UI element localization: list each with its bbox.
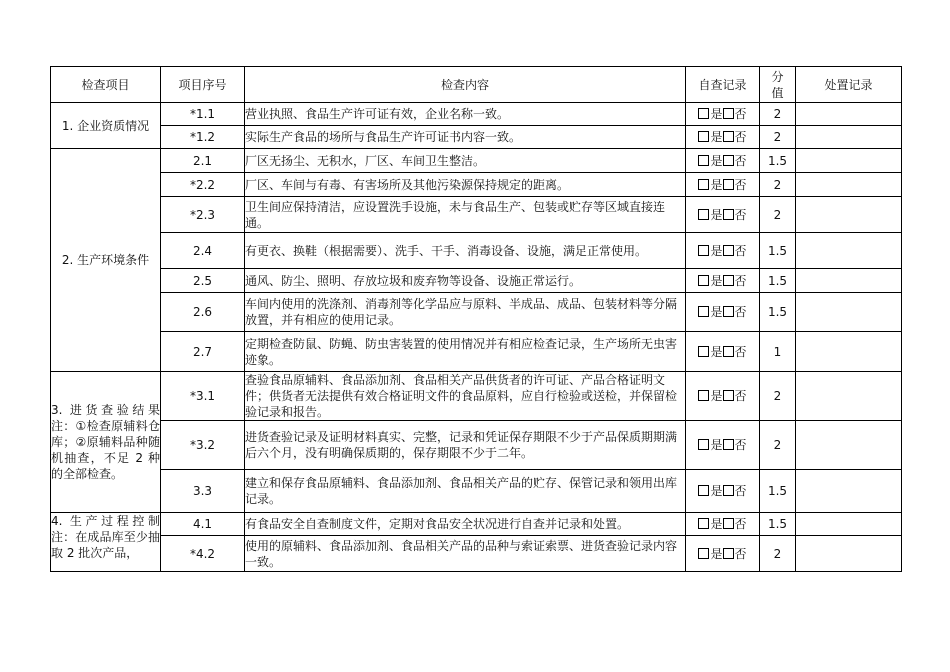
- score-cell: 1.5: [760, 293, 796, 332]
- yes-checkbox[interactable]: [698, 518, 709, 529]
- score-cell: 2: [760, 103, 796, 126]
- no-checkbox[interactable]: [723, 518, 734, 529]
- item-content: 查验食品原辅料、食品添加剂、食品相关产品供货者的许可证、产品合格证明文件；供货者无法提供有效合格证明文件的食品原料，应自行检验或送检，并保留检验记录和报告。: [245, 372, 686, 421]
- header-no: 项目序号: [161, 67, 245, 103]
- yes-checkbox[interactable]: [698, 179, 709, 190]
- no-checkbox[interactable]: [723, 131, 734, 142]
- header-item: 检查项目: [51, 67, 161, 103]
- disposal-record-cell[interactable]: [796, 269, 902, 293]
- yes-label: 是: [710, 207, 723, 222]
- self-check-cell: [686, 269, 760, 293]
- score-cell: 2: [760, 421, 796, 470]
- item-content: 有食品安全自查制度文件，定期对食品安全状况进行自查并记录和处置。: [245, 513, 686, 536]
- item-number: 2.6: [161, 293, 245, 332]
- yes-checkbox[interactable]: [698, 548, 709, 559]
- yes-label: 是: [710, 344, 723, 359]
- item-number: *2.3: [161, 197, 245, 233]
- category-cell: 1. 企业资质情况: [51, 103, 161, 149]
- yes-label: 是: [710, 273, 723, 288]
- item-content: 厂区无扬尘、无积水，厂区、车间卫生整洁。: [245, 149, 686, 173]
- item-content: 进货查验记录及证明材料真实、完整，记录和凭证保存期限不少于产品保质期期满后六个月，没有明确保质期的，保存期限不少于二年。: [245, 421, 686, 470]
- table-body: [51, 103, 902, 572]
- no-checkbox[interactable]: [723, 390, 734, 401]
- yes-checkbox[interactable]: [698, 306, 709, 317]
- table-row: [51, 126, 902, 149]
- disposal-record-cell[interactable]: [796, 513, 902, 536]
- disposal-record-cell[interactable]: [796, 103, 902, 126]
- yes-label: 是: [710, 438, 723, 452]
- item-number: *3.1: [161, 372, 245, 421]
- table-row: [51, 233, 902, 269]
- score-cell: 2: [760, 372, 796, 421]
- self-check-cell: [686, 103, 760, 126]
- self-check-cell: [686, 536, 760, 572]
- score-cell: 2: [760, 126, 796, 149]
- item-number: 2.5: [161, 269, 245, 293]
- header-self-check: 自查记录: [686, 67, 760, 103]
- header-score: 分值: [760, 67, 796, 103]
- yes-checkbox[interactable]: [698, 108, 709, 119]
- no-label: 否: [734, 153, 747, 168]
- yes-checkbox[interactable]: [698, 245, 709, 256]
- no-checkbox[interactable]: [723, 548, 734, 559]
- disposal-record-cell[interactable]: [796, 173, 902, 197]
- self-check-cell: [686, 126, 760, 149]
- yes-checkbox[interactable]: [698, 275, 709, 286]
- disposal-record-cell[interactable]: [796, 536, 902, 572]
- no-label: 否: [734, 130, 747, 144]
- no-label: 否: [734, 517, 747, 531]
- disposal-record-cell[interactable]: [796, 149, 902, 173]
- self-check-cell: [686, 173, 760, 197]
- table-row: [51, 293, 902, 332]
- no-label: 否: [734, 177, 747, 192]
- yes-label: 是: [710, 517, 723, 531]
- score-cell: 1: [760, 332, 796, 372]
- score-cell: 1.5: [760, 233, 796, 269]
- item-content: 有更衣、换鞋（根据需要）、洗手、干手、消毒设备、设施，满足正常使用。: [245, 233, 686, 269]
- no-label: 否: [734, 389, 747, 403]
- score-cell: 1.5: [760, 513, 796, 536]
- yes-label: 是: [710, 546, 723, 561]
- score-cell: 2: [760, 197, 796, 233]
- yes-checkbox[interactable]: [698, 439, 709, 450]
- no-checkbox[interactable]: [723, 245, 734, 256]
- self-check-cell: [686, 332, 760, 372]
- no-checkbox[interactable]: [723, 209, 734, 220]
- item-number: *4.2: [161, 536, 245, 572]
- disposal-record-cell[interactable]: [796, 332, 902, 372]
- no-checkbox[interactable]: [723, 108, 734, 119]
- self-check-cell: [686, 233, 760, 269]
- item-content: 营业执照、食品生产许可证有效，企业名称一致。: [245, 103, 686, 126]
- yes-label: 是: [710, 305, 723, 319]
- inspection-table: [50, 66, 902, 572]
- table-row: [51, 197, 902, 233]
- table-row: [51, 103, 902, 126]
- no-label: 否: [734, 546, 747, 561]
- score-cell: 1.5: [760, 269, 796, 293]
- table-row: [51, 536, 902, 572]
- no-label: 否: [734, 243, 747, 258]
- self-check-cell: [686, 513, 760, 536]
- table-row: [51, 269, 902, 293]
- score-cell: 2: [760, 173, 796, 197]
- yes-checkbox[interactable]: [698, 346, 709, 357]
- score-cell: 1.5: [760, 149, 796, 173]
- category-cell: 3. 进货查验结果 注：①检查原辅料仓库；②原辅料品种随机抽查，不足 2 种的全部检查。: [51, 372, 161, 513]
- table-row: [51, 149, 902, 173]
- yes-label: 是: [710, 177, 723, 192]
- disposal-record-cell[interactable]: [796, 293, 902, 332]
- score-cell: 2: [760, 536, 796, 572]
- item-content: 卫生间应保持清洁，应设置洗手设施，未与食品生产、包装或贮存等区域直接连通。: [245, 197, 686, 233]
- disposal-record-cell[interactable]: [796, 233, 902, 269]
- no-checkbox[interactable]: [723, 179, 734, 190]
- item-number: *2.2: [161, 173, 245, 197]
- no-checkbox[interactable]: [723, 306, 734, 317]
- disposal-record-cell[interactable]: [796, 421, 902, 470]
- disposal-record-cell[interactable]: [796, 126, 902, 149]
- yes-checkbox[interactable]: [698, 209, 709, 220]
- yes-label: 是: [710, 130, 723, 144]
- no-label: 否: [734, 273, 747, 288]
- self-check-cell: [686, 293, 760, 332]
- item-content: 建立和保存食品原辅料、食品添加剂、食品相关产品的贮存、保管记录和领用出库记录。: [245, 470, 686, 513]
- item-number: 2.7: [161, 332, 245, 372]
- item-number: 2.4: [161, 233, 245, 269]
- table-row: [51, 513, 902, 536]
- no-checkbox[interactable]: [723, 346, 734, 357]
- self-check-cell: [686, 197, 760, 233]
- no-checkbox[interactable]: [723, 275, 734, 286]
- no-checkbox[interactable]: [723, 485, 734, 496]
- header-content: 检查内容: [245, 67, 686, 103]
- no-label: 否: [734, 484, 747, 498]
- yes-checkbox[interactable]: [698, 131, 709, 142]
- category-cell: 2. 生产环境条件: [51, 149, 161, 372]
- yes-label: 是: [710, 153, 723, 168]
- yes-label: 是: [710, 243, 723, 258]
- no-label: 否: [734, 305, 747, 319]
- table-row: [51, 173, 902, 197]
- yes-checkbox[interactable]: [698, 485, 709, 496]
- item-number: *3.2: [161, 421, 245, 470]
- yes-checkbox[interactable]: [698, 390, 709, 401]
- item-content: 通风、防尘、照明、存放垃圾和废弃物等设备、设施正常运行。: [245, 269, 686, 293]
- item-content: 厂区、车间与有毒、有害场所及其他污染源保持规定的距离。: [245, 173, 686, 197]
- yes-label: 是: [710, 484, 723, 498]
- no-checkbox[interactable]: [723, 155, 734, 166]
- no-checkbox[interactable]: [723, 439, 734, 450]
- table-row: [51, 332, 902, 372]
- score-cell: 1.5: [760, 470, 796, 513]
- yes-label: 是: [710, 107, 723, 121]
- table-row: [51, 421, 902, 470]
- item-number: 4.1: [161, 513, 245, 536]
- self-check-cell: [686, 372, 760, 421]
- self-check-cell: [686, 470, 760, 513]
- item-content: 车间内使用的洗涤剂、消毒剂等化学品应与原料、半成品、成品、包装材料等分隔放置，并有相应的使用记录。: [245, 293, 686, 332]
- disposal-record-cell[interactable]: [796, 197, 902, 233]
- self-check-cell: [686, 149, 760, 173]
- header-row: [51, 67, 902, 103]
- item-content: 实际生产食品的场所与食品生产许可证书内容一致。: [245, 126, 686, 149]
- item-content: 定期检查防鼠、防蝇、防虫害装置的使用情况并有相应检查记录，生产场所无虫害迹象。: [245, 332, 686, 372]
- item-number: 2.1: [161, 149, 245, 173]
- yes-label: 是: [710, 389, 723, 403]
- item-content: 使用的原辅料、食品添加剂、食品相关产品的品种与索证索票、进货查验记录内容一致。: [245, 536, 686, 572]
- no-label: 否: [734, 344, 747, 359]
- disposal-record-cell[interactable]: [796, 470, 902, 513]
- item-number: 3.3: [161, 470, 245, 513]
- item-number: *1.2: [161, 126, 245, 149]
- self-check-cell: [686, 421, 760, 470]
- table-row: [51, 470, 902, 513]
- item-number: *1.1: [161, 103, 245, 126]
- yes-checkbox[interactable]: [698, 155, 709, 166]
- header-disposal: 处置记录: [796, 67, 902, 103]
- table-row: [51, 372, 902, 421]
- no-label: 否: [734, 207, 747, 222]
- no-label: 否: [734, 107, 747, 121]
- category-cell: 4. 生产过程控制 注：在成品库至少抽取 2 批次产品，: [51, 513, 161, 572]
- disposal-record-cell[interactable]: [796, 372, 902, 421]
- no-label: 否: [734, 438, 747, 452]
